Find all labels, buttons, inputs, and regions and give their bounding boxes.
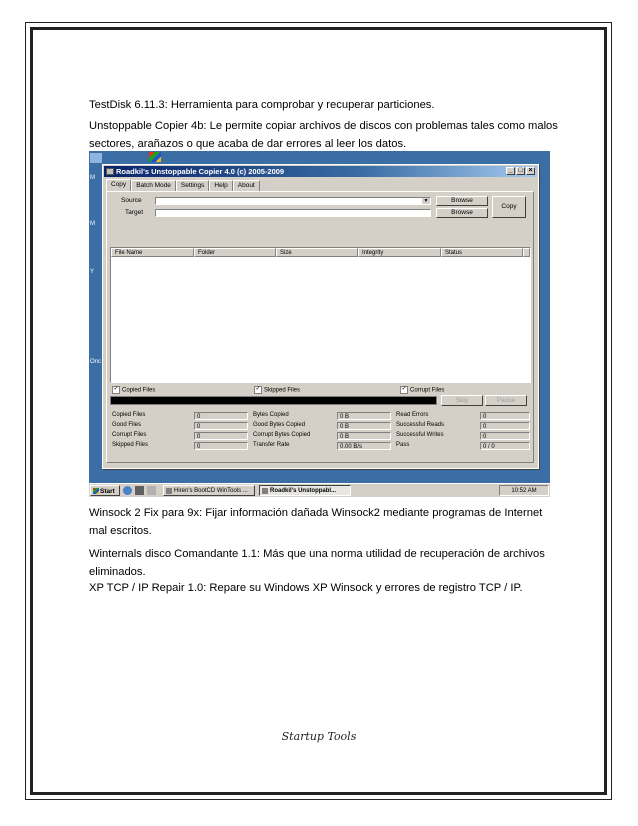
pause-button[interactable]: Pause — [485, 395, 527, 406]
task-hirens-wintools[interactable] — [163, 485, 255, 496]
desktop-label: M — [90, 221, 95, 227]
skipped-files-checkbox[interactable] — [254, 386, 300, 394]
tab-settings[interactable]: Settings — [176, 180, 210, 191]
tab-help[interactable]: Help — [209, 180, 232, 191]
window-title: Roadkil's Unstoppable Copier 4.0 (c) 2005-2009 — [116, 167, 285, 176]
copy-button[interactable]: Copy — [492, 196, 526, 218]
chevron-down-icon[interactable]: ▼ — [423, 198, 429, 204]
stat-value: 0 — [194, 412, 248, 420]
checkbox-box[interactable]: ✓ — [113, 386, 119, 392]
stat-value: 0 / 0 — [480, 442, 530, 450]
system-clock[interactable]: 10:52 AM — [499, 485, 549, 496]
progress-bar — [110, 396, 437, 405]
copy-panel — [106, 191, 534, 463]
column-file-name[interactable]: File Name — [111, 248, 194, 257]
stat-value: 0 — [194, 442, 248, 450]
stat-value: 0 — [480, 432, 530, 440]
stat-value: 0 B — [337, 432, 391, 440]
skipped-files-label: Skipped Files — [264, 387, 301, 394]
paragraph-unstoppable-copier: Unstoppable Copier 4b: Le permite copiar archivos de discos con problemas tales como malos sectores, arañazos o que acaba de dar errores al leer los datos. — [89, 120, 558, 150]
paragraph-winsock-fix: Winsock 2 Fix para 9x: Fijar información dañada Winsock2 mediante programas de Internet mal escritos. — [89, 507, 543, 537]
task-label: Hiren's BootCD WinTools ... — [174, 488, 248, 494]
skip-button[interactable]: Skip — [441, 395, 483, 406]
stat-label: Skipped Files — [112, 442, 149, 448]
stat-label: Good Files — [112, 422, 142, 428]
stat-value: 0 B — [337, 412, 391, 420]
tab-copy[interactable]: Copy — [106, 179, 131, 191]
target-input[interactable] — [155, 209, 431, 217]
taskbar — [89, 483, 550, 497]
column-status[interactable]: Status — [441, 248, 523, 257]
browse-target-button[interactable]: Browse — [436, 208, 488, 218]
stat-value: 0 B — [337, 422, 391, 430]
stat-label: Read Errors — [396, 412, 429, 418]
show-desktop-icon[interactable] — [135, 486, 144, 495]
start-label: Start — [100, 488, 115, 495]
target-label: Target — [125, 209, 144, 216]
quick-launch-icon[interactable] — [147, 486, 156, 495]
folder-icon — [166, 488, 172, 494]
stat-label: Pass — [396, 442, 410, 448]
checkbox-box[interactable]: ✓ — [255, 386, 261, 392]
desktop-label: Onc — [90, 359, 102, 365]
corrupt-files-checkbox[interactable] — [400, 386, 444, 394]
task-unstoppable-copier[interactable] — [259, 485, 351, 496]
stat-label: Corrupt Bytes Copied — [253, 432, 311, 438]
maximize-button[interactable]: □ — [516, 167, 525, 175]
copied-files-label: Copied Files — [122, 387, 156, 394]
page-footer: Startup Tools — [281, 730, 357, 743]
stat-value: 0 — [194, 422, 248, 430]
tab-batch-mode[interactable]: Batch Mode — [131, 180, 176, 191]
windows-flag-icon — [93, 488, 99, 494]
corrupt-files-label: Corrupt Files — [410, 387, 445, 394]
stat-value: 0 — [480, 422, 530, 430]
column-integrity[interactable]: Integrity — [358, 248, 441, 257]
source-label: Source — [121, 197, 142, 204]
embedded-screenshot — [89, 151, 550, 497]
start-button[interactable] — [90, 485, 120, 496]
stat-label: Bytes Copied — [253, 412, 289, 418]
tab-about[interactable]: About — [233, 180, 260, 191]
copied-files-checkbox[interactable] — [112, 386, 155, 394]
my-computer-icon — [90, 153, 102, 163]
stat-label: Good Bytes Copied — [253, 422, 306, 428]
paragraph-testdisk: TestDisk 6.11.3: Herramienta para comprobar y recuperar particiones. — [89, 99, 435, 111]
stat-label: Successful Writes — [396, 432, 444, 438]
stat-value: 0 — [194, 432, 248, 440]
file-list[interactable] — [110, 247, 531, 383]
app-window — [102, 164, 539, 469]
tab-strip — [106, 180, 260, 191]
minimize-button[interactable]: _ — [506, 167, 515, 175]
desktop-label: M — [90, 175, 95, 181]
stat-value: 0.00 B/s — [337, 442, 391, 450]
app-icon — [106, 168, 114, 175]
source-combo[interactable] — [155, 197, 431, 205]
windows-logo-icon — [149, 152, 161, 162]
checkbox-box[interactable]: ✓ — [401, 386, 407, 392]
stat-label: Successful Reads — [396, 422, 445, 428]
stat-label: Transfer Rate — [253, 442, 290, 448]
stats-grid — [110, 412, 531, 462]
ie-icon[interactable] — [123, 486, 132, 495]
column-size[interactable]: Size — [276, 248, 358, 257]
close-button[interactable]: × — [526, 167, 535, 175]
stat-label: Copied Files — [112, 412, 146, 418]
paragraph-xp-tcpip-repair: XP TCP / IP Repair 1.0: Repare su Windows XP Winsock y errores de registro TCP / IP. — [89, 582, 523, 594]
paragraph-winternals: Winternals disco Comandante 1.1: Más que una norma utilidad de recuperación de archivos eliminados. — [89, 548, 545, 578]
app-icon — [262, 488, 268, 494]
stat-label: Corrupt Files — [112, 432, 147, 438]
stat-value: 0 — [480, 412, 530, 420]
desktop-label: Y — [90, 269, 95, 275]
column-filler — [523, 248, 530, 257]
browse-source-button[interactable]: Browse — [436, 196, 488, 206]
column-folder[interactable]: Folder — [194, 248, 276, 257]
task-label: Roadkil's Unstoppabl... — [270, 488, 337, 494]
window-titlebar[interactable] — [104, 166, 537, 177]
desktop-icons — [89, 151, 103, 479]
